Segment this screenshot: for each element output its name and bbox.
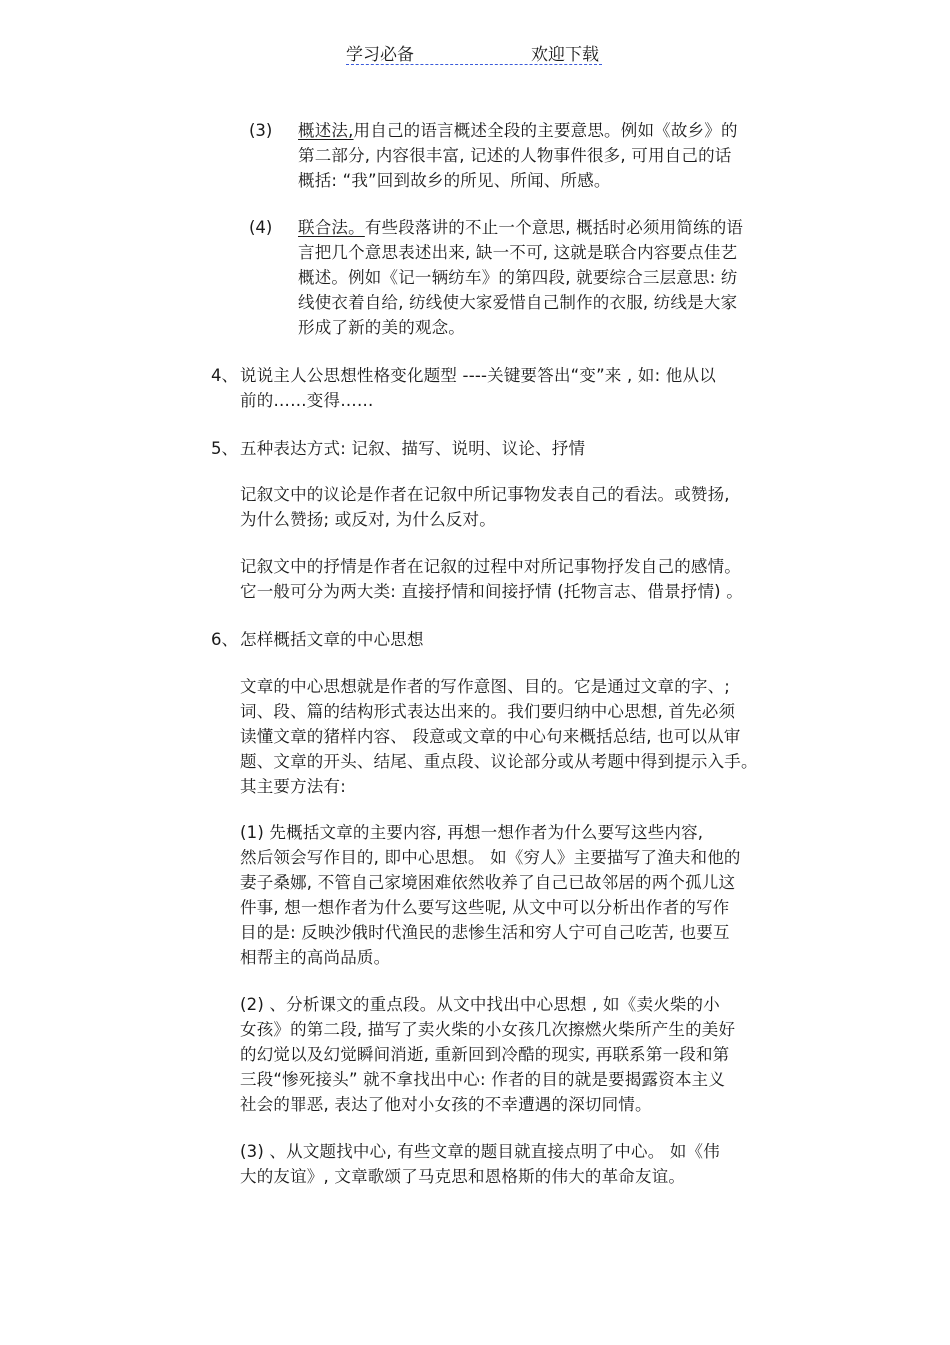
item-6-m1-line: (1) 先概括文章的主要内容, 再想一想作者为什么要写这些内容,: [240, 823, 704, 842]
item-6-m1-line: 然后领会写作目的, 即中心思想。 如《穷人》主要描写了渔夫和他的: [240, 848, 741, 867]
item-4-line: 前的……变得……: [240, 391, 374, 410]
method-4-line: 线使衣着自给, 纺线使大家爱惜自己制作的衣服, 纺线是大家: [298, 293, 738, 312]
item-6-m2-line: (2) 、分析课文的重点段。从文中找出中心思想 , 如《卖火柴的小: [240, 995, 720, 1014]
method-4-line: 有些段落讲的不止一个意思, 概括时必须用简练的语: [364, 218, 744, 237]
header-right-text: 欢迎下载: [531, 45, 599, 65]
method-3-number: (3): [249, 121, 273, 140]
header-left-text: 学习必备: [346, 45, 414, 65]
item-5-p2-line: 它一般可分为两大类: 直接抒情和间接抒情 (托物言志、借景抒情) 。: [240, 582, 743, 601]
item-4-line: 说说主人公思想性格变化题型 ----关键要答出“变”来 , 如: 他从以: [240, 366, 716, 385]
method-3-line: 第二部分, 内容很丰富, 记述的人物事件很多, 可用自己的话: [298, 146, 732, 165]
item-6-intro-paragraph: [240, 674, 758, 799]
method-4-paragraph: [298, 215, 743, 340]
item-6-m2-line: 的幻觉以及幻觉瞬间消逝, 重新回到冷酷的现实, 再联系第一段和第: [240, 1045, 730, 1064]
item-5-paragraph-2: [240, 554, 743, 604]
item-6-title: 怎样概括文章的中心思想: [240, 630, 424, 649]
method-3-line: 概括: “我”回到故乡的所见、所闻、所感。: [298, 171, 611, 190]
item-6-m2-line: 三段“惨死接头” 就不拿找出中心: 作者的目的就是要揭露资本主义: [240, 1070, 726, 1089]
method-4-line: 形成了新的美的观念。: [298, 318, 465, 337]
item-4-paragraph: [240, 363, 716, 413]
method-4-term: 联合法。: [298, 218, 365, 237]
page-header: [346, 40, 602, 66]
item-6-m1-line: 目的是: 反映沙俄时代渔民的悲惨生活和穷人宁可自己吃苦, 也要互: [240, 923, 730, 942]
item-5-p1-line: 记叙文中的议论是作者在记叙中所记事物发表自己的看法。或赞扬,: [240, 485, 730, 504]
item-6-m3-line: 大的友谊》, 文章歌颂了马克思和恩格斯的伟大的革命友谊。: [240, 1167, 686, 1186]
item-6-intro-line: 其主要方法有:: [240, 777, 346, 796]
item-5-p1-line: 为什么赞扬; 或反对, 为什么反对。: [240, 510, 496, 529]
item-6-m3-line: (3) 、从文题找中心, 有些文章的题目就直接点明了中心。 如《伟: [240, 1142, 720, 1161]
header-dashed-rule: [346, 64, 602, 65]
item-6-method-3-paragraph: [240, 1139, 720, 1189]
method-3-paragraph: [298, 118, 738, 193]
method-4-number: (4): [249, 218, 273, 237]
item-6-intro-line: 文章的中心思想就是作者的写作意图、目的。它是通过文章的字、;: [240, 677, 731, 696]
item-6-m1-line: 相帮主的高尚品质。: [240, 948, 391, 967]
item-6-method-2-paragraph: [240, 992, 735, 1117]
item-4-number: 4、: [211, 366, 238, 385]
item-6-intro-line: 题、文章的开头、结尾、重点段、议论部分或从考题中得到提示入手。: [240, 752, 758, 771]
item-5-paragraph-1: [240, 482, 730, 532]
method-4-line: 言把几个意思表述出来, 缺一不可, 这就是联合内容要点佳艺: [298, 243, 738, 262]
item-6-m2-line: 社会的罪恶, 表达了他对小女孩的不幸遭遇的深切同情。: [240, 1095, 652, 1114]
item-6-m1-line: 妻子桑娜, 不管自己家境困难依然收养了自己已故邻居的两个孤儿这: [240, 873, 736, 892]
method-4-line: 概述。例如《记一辆纺车》的第四段, 就要综合三层意思: 纺: [298, 268, 738, 287]
item-5-p2-line: 记叙文中的抒情是作者在记叙的过程中对所记事物抒发自己的感情。: [240, 557, 741, 576]
method-3-line: 用自己的语言概述全段的主要意思。例如《故乡》的: [353, 121, 738, 140]
item-6-m2-line: 女孩》的第二段, 描写了卖火柴的小女孩几次擦燃火柴所产生的美好: [240, 1020, 736, 1039]
item-6-m1-line: 件事, 想一想作者为什么要写这些呢, 从文中可以分析出作者的写作: [240, 898, 730, 917]
item-6-method-1-paragraph: [240, 820, 741, 970]
method-3-term: 概述法,: [298, 121, 354, 140]
item-6-intro-line: 词、段、篇的结构形式表达出来的。我们要归纳中心思想, 首先必须: [240, 702, 736, 721]
item-6-number: 6、: [211, 630, 238, 649]
item-5-title: 五种表达方式: 记叙、描写、说明、议论、抒情: [240, 439, 586, 458]
item-6-intro-line: 读懂文章的猪样内容、 段意或文章的中心句来概括总结, 也可以从审: [240, 727, 741, 746]
item-5-number: 5、: [211, 439, 238, 458]
